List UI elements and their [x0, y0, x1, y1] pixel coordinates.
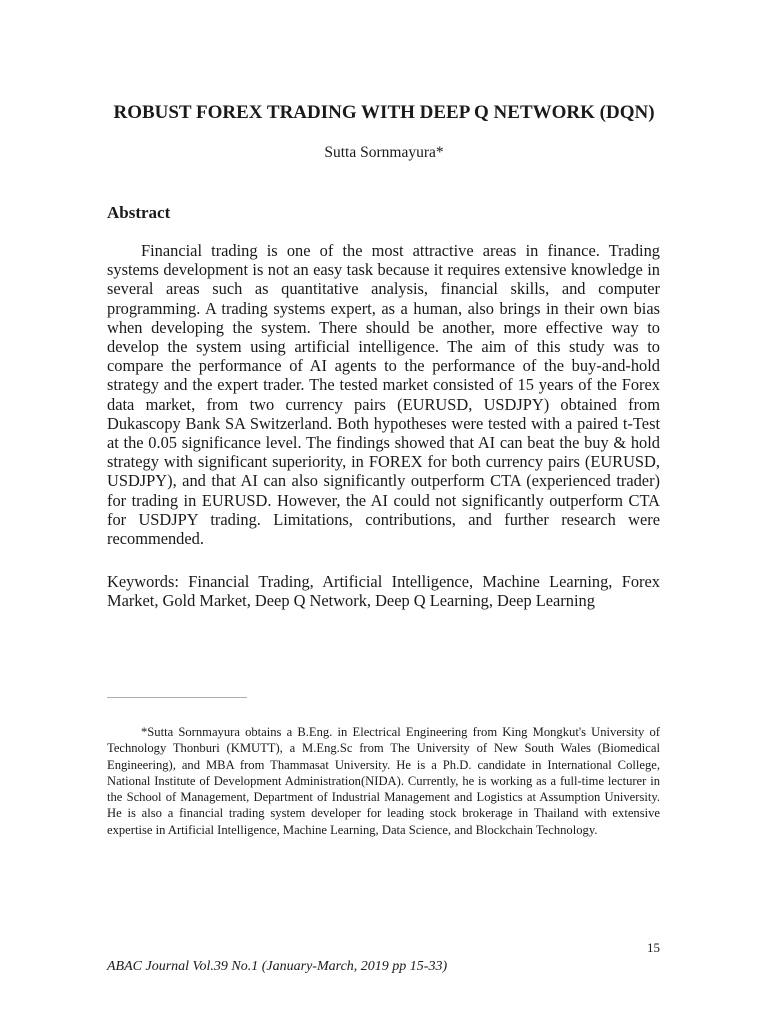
author-footnote: *Sutta Sornmayura obtains a B.Eng. in Electrical Engineering from King Mongkut's University of Technology Thonburi (KMUTT), a M.Eng.Sc from The University of New South Wales (Biomedical Engineering), and MBA from Thammasat University. He is a Ph.D. candidate in International College, National Institute of Development Administration(NIDA). Currently, he is working as a full-time lecturer in the School of Management, Department of Industrial Management and Logistics at Assumption University. He is also a financial trading system developer for leading stock brokerage in Thailand with extensive expertise in Artificial Intelligence, Machine Learning, Data Science, and Blockchain Technology. — [107, 725, 660, 837]
footnote-divider — [107, 697, 247, 698]
abstract-body: Financial trading is one of the most attractive areas in finance. Trading systems development is not an easy task because it requires extensive knowledge in several areas such as quantitative analysis, financial skills, and computer programming. A trading systems expert, as a human, also brings in their own bias when developing the system. There should be another, more effective way to develop the system using artificial intelligence. The aim of this study was to compare the performance of AI agents to the performance of the buy-and-hold strategy and the expert trader. The tested market consisted of 15 years of the Forex data market, from two currency pairs (EURUSD, USDJPY) obtained from Dukascopy Bank SA Switzerland. Both hypotheses were tested with a paired t-Test at the 0.05 significance level. The findings showed that AI can beat the buy & hold strategy with significant superiority, in FOREX for both currency pairs (EURUSD, USDJPY), and that AI can also significantly outperform CTA (experienced trader) for trading in EURUSD. However, the AI could not significantly outperform CTA for USDJPY trading. Limitations, contributions, and further research were recommended. — [107, 241, 660, 549]
abstract-heading: Abstract — [107, 203, 171, 222]
journal-reference: ABAC Journal Vol.39 No.1 (January-March, 2019 pp 15-33) — [107, 959, 448, 974]
author-name: Sutta Sornmayura* — [324, 144, 444, 161]
paper-title: ROBUST FOREX TRADING WITH DEEP Q NETWORK (DQN) — [113, 102, 655, 123]
keywords: Keywords: Financial Trading, Artificial Intelligence, Machine Learning, Forex Market, Gold Market, Deep Q Network, Deep Q Learning, Deep Learning — [107, 572, 660, 611]
page-number: 15 — [647, 940, 660, 955]
